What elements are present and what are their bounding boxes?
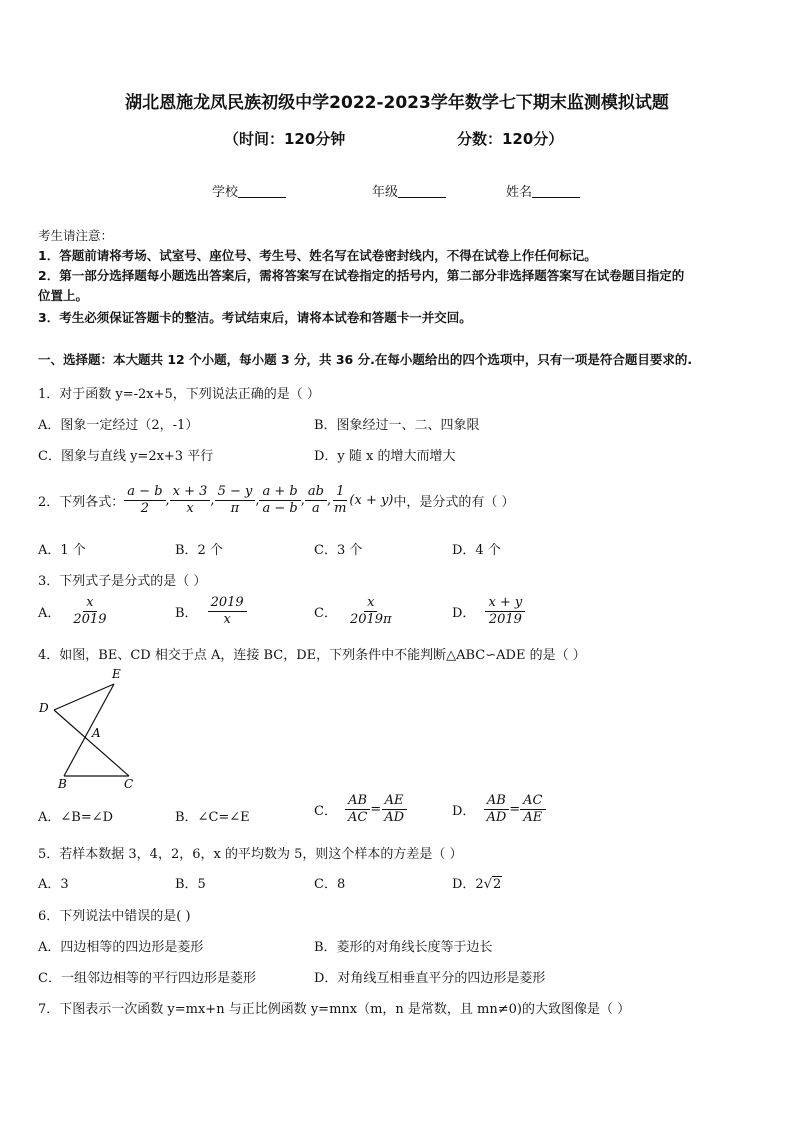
fraction-denominator: AD <box>486 810 507 825</box>
fraction-numerator: x + y <box>485 595 525 612</box>
segment-eb <box>64 684 114 776</box>
school-field[interactable] <box>212 181 286 200</box>
fraction-1 <box>124 484 165 517</box>
notes-heading: 考生请注意： <box>38 228 114 243</box>
question-2-option-a[interactable]: A．1 个 <box>38 543 86 558</box>
question-1-stem: 1．对于函数 y=-2x+5，下列说法正确的是（ ） <box>38 387 320 402</box>
fraction-denominator: m <box>334 500 347 516</box>
fraction-numerator: AE <box>382 793 407 810</box>
fraction-denominator: x <box>223 612 231 627</box>
name-blank[interactable] <box>532 185 580 198</box>
option-fraction <box>208 595 247 628</box>
fraction-3 <box>215 484 256 517</box>
question-2-option-b[interactable]: B．2 个 <box>175 543 223 558</box>
fraction-2 <box>170 484 211 517</box>
fraction-numerator: x <box>364 595 377 612</box>
question-1-option-a[interactable]: A．图象一定经过（2，-1） <box>38 418 199 433</box>
fraction-numerator: AC <box>520 793 545 810</box>
question-1-option-b[interactable]: B．图象经过一、二、四象限 <box>314 418 480 433</box>
fraction-numerator: a + b <box>259 484 300 501</box>
question-6-option-d[interactable]: D．对角线互相垂直平分的四边形是菱形 <box>314 971 546 986</box>
fraction-numerator: x + 3 <box>170 484 211 501</box>
question-3-stem: 3．下列式子是分式的是（ ） <box>38 574 207 589</box>
option-letter: D． <box>452 804 476 819</box>
grade-field[interactable] <box>372 181 446 200</box>
fraction-denominator: 2 <box>140 500 150 516</box>
option-fraction <box>70 595 109 628</box>
label-e: E <box>112 667 121 681</box>
question-4-option-a[interactable]: A．∠B=∠D <box>38 810 114 825</box>
question-2-option-c[interactable]: C．3 个 <box>314 543 363 558</box>
fraction-denominator: 2019 <box>73 612 107 627</box>
question-2-tail: (x + y) <box>349 492 394 508</box>
option-fraction <box>483 793 509 826</box>
fraction-numerator: 1 <box>333 484 347 501</box>
school-label: 学校 <box>212 185 239 200</box>
question-3-option-b[interactable] <box>175 595 247 628</box>
exam-score: 分数：120分） <box>457 130 564 148</box>
label-b: B <box>58 777 67 791</box>
fraction-denominator: π <box>230 500 240 516</box>
fraction-denominator: AC <box>347 810 368 825</box>
fraction-numerator: x <box>83 595 96 612</box>
option-letter: B． <box>175 606 198 621</box>
name-field[interactable] <box>506 181 580 200</box>
option-fraction <box>381 793 407 826</box>
segment-dc <box>54 710 129 776</box>
option-letter: C． <box>314 804 337 819</box>
option-letter: C． <box>314 606 337 621</box>
fraction-denominator: x <box>186 500 194 516</box>
question-5-option-b[interactable]: B．5 <box>175 877 206 892</box>
question-2-suffix: 中，是分式的有（ ） <box>393 494 515 510</box>
question-4-option-d[interactable] <box>452 793 546 826</box>
question-5-option-a[interactable]: A．3 <box>38 877 69 892</box>
question-5-option-c[interactable]: C．8 <box>314 877 346 892</box>
fraction-numerator: 5 − y <box>215 484 256 501</box>
option-fraction <box>345 793 370 826</box>
fraction-numerator: 2019 <box>208 595 247 612</box>
school-blank[interactable] <box>238 185 286 198</box>
question-1-option-d[interactable]: D．y 随 x 的增大而增大 <box>314 449 456 464</box>
question-6-option-c[interactable]: C．一组邻边相等的平行四边形是菱形 <box>38 971 256 986</box>
fraction-denominator: 2019 <box>488 612 522 627</box>
label-d: D <box>39 701 49 715</box>
page-title: 湖北恩施龙凤民族初级中学2022-2023学年数学七下期末监测模拟试题 <box>125 93 669 113</box>
question-3-option-d[interactable] <box>452 595 525 628</box>
question-2-option-d[interactable]: D．4 个 <box>452 543 501 558</box>
label-a: A <box>92 726 101 740</box>
fraction-denominator: a <box>312 500 320 516</box>
question-5-option-d[interactable] <box>452 873 502 892</box>
question-5-stem: 5．若样本数据 3，4，2，6，x 的平均数为 5，则这个样本的方差是（ ） <box>38 847 463 862</box>
segment-de <box>54 684 114 710</box>
option-fraction <box>347 595 395 628</box>
question-4-option-c[interactable] <box>314 793 407 826</box>
label-c: C <box>124 777 134 791</box>
option-fraction <box>485 595 525 628</box>
note-item-1: 1．答题前请将考场、试室号、座位号、考生号、姓名写在试卷密封线内，不得在试卷上作任何标记。 <box>38 248 597 263</box>
grade-blank[interactable] <box>398 185 446 198</box>
fraction-denominator: AD <box>384 810 405 825</box>
section-heading: 一、选择题：本大题共 12 个小题，每小题 3 分，共 36 分.在每小题给出的四个选项中，只有一项是符合题目要求的. <box>38 352 693 367</box>
question-3-option-a[interactable] <box>38 595 109 628</box>
note-item-2: 2．第一部分选择题每小题选出答案后，需将答案写在试卷指定的括号内，第二部分非选择题答案写在试卷题目指定的 <box>38 268 685 283</box>
option-fraction <box>520 793 545 826</box>
question-4-option-b[interactable]: B．∠C=∠E <box>175 810 250 825</box>
triangle-figure <box>34 664 144 792</box>
fraction-denominator: a − b <box>262 500 298 516</box>
fraction-denominator: 2019π <box>349 612 392 627</box>
question-2-prefix: 2．下列各式： <box>38 494 125 510</box>
fraction-4 <box>259 484 300 517</box>
option-text: D．2 <box>452 877 484 892</box>
sqrt-symbol: √2 <box>483 877 502 892</box>
fraction-numerator: AB <box>345 793 370 810</box>
fraction-numerator: AB <box>484 793 509 810</box>
question-2-stem: 2．下列各式： $\frac{a - b}{2}$ , $\frac{x + 3}{x}$ , $\frac{5 - y}{\pi}$ , $\frac{a + b}{a - b}$ , $\frac{ab}{a}$ , $\frac{1}{m}$ (x + y) 中，是分式的有（ ） <box>38 483 515 516</box>
question-6-stem: 6．下列说法中错误的是( ) <box>38 909 191 924</box>
option-letter: D． <box>452 606 476 621</box>
option-letter: A． <box>38 606 61 621</box>
fraction-6 <box>331 484 349 517</box>
question-3-option-c[interactable] <box>314 595 395 628</box>
note-item-2-cont: 位置上。 <box>38 288 89 303</box>
question-6-option-b[interactable]: B．菱形的对角线长度等于边长 <box>314 940 493 955</box>
fraction-numerator: a − b <box>124 484 165 501</box>
fraction-denominator: AE <box>523 810 543 825</box>
name-label: 姓名 <box>506 185 533 200</box>
note-item-3: 3．考生必须保证答题卡的整洁。考试结束后，请将本试卷和答题卡一并交回。 <box>38 310 472 325</box>
fraction-5 <box>305 484 327 517</box>
question-4-stem: 4．如图，BE、CD 相交于点 A，连接 BC，DE，下列条件中不能判断△ABC∽ADE 的是（ ） <box>38 648 586 663</box>
grade-label: 年级 <box>372 185 399 200</box>
exam-time: （时间：120分钟 <box>224 130 346 148</box>
fraction-numerator: ab <box>305 484 327 501</box>
equals-sign: = <box>509 802 521 817</box>
question-1-option-c[interactable]: C．图象与直线 y=2x+3 平行 <box>38 449 214 464</box>
question-7-stem: 7．下图表示一次函数 y=mx+n 与正比例函数 y=mnx（m，n 是常数，且 mn≠0)的大致图像是（ ） <box>38 1002 631 1017</box>
radicand: 2 <box>493 877 502 892</box>
question-6-option-a[interactable]: A．四边相等的四边形是菱形 <box>38 940 204 955</box>
equals-sign: = <box>370 802 382 817</box>
